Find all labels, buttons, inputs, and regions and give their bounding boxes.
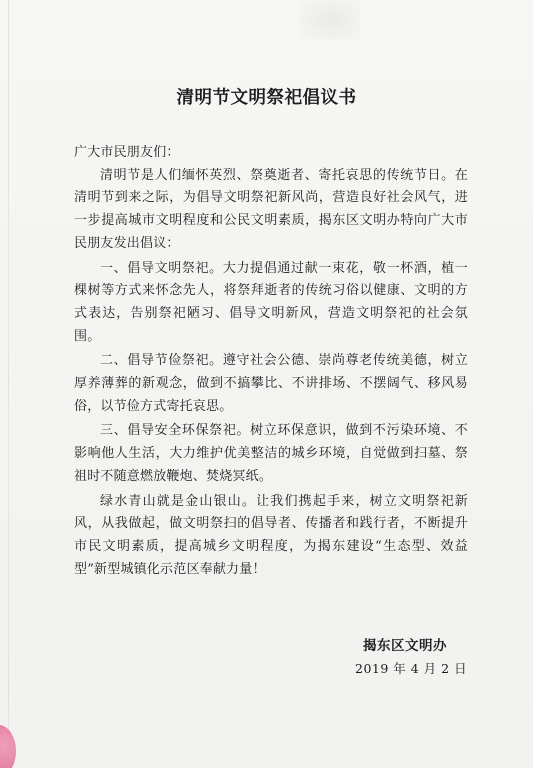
paragraph-civilized-worship: 一、倡导文明祭祀。大力提倡通过献一束花，敬一杯酒，植一棵树等方式来怀念先人，将祭拜逝者的传统习俗以健康、文明的方式表达，告别祭祀陋习、倡导文明新风，营造文明祭祀的社会氛围。 (74, 260, 468, 344)
paper-fold-line (8, 0, 9, 768)
paper-crease-shadow (300, 0, 360, 40)
finger-thumb-overlay (0, 725, 16, 768)
signature-organization: 揭东区文明办 (363, 638, 447, 654)
paragraph-frugal-worship: 二、倡导节俭祭祀。遵守社会公德、崇尚尊老传统美德，树立厚养薄葬的新观念，做到不搞攀比、不讲排场、不摆阔气、移风易俗，以节俭方式寄托哀思。 (74, 353, 468, 414)
document-body (74, 142, 468, 581)
greeting: 广大市民朋友们： (74, 145, 180, 160)
document-title: 清明节文明祭祀倡议书 (176, 88, 357, 108)
paragraph-safe-eco-worship: 三、倡导安全环保祭祀。树立环保意识，做到不污染环境、不影响他人生活，大力维护优美整洁的城乡环境，自觉做到扫墓、祭祖时不随意燃放鞭炮、焚烧冥纸。 (74, 423, 468, 484)
paragraph-closing: 绿水青山就是金山银山。让我们携起手来，树立文明祭祀新风，从我做起，做文明祭扫的倡导者、传播者和践行者，不断提升市民文明素质，提高城乡文明程度，为揭东建设“生态型、效益型”新型城镇化示范区奉献力量！ (74, 493, 468, 577)
paragraph-intro: 清明节是人们缅怀英烈、祭奠逝者、寄托哀思的传统节日。在清明节到来之际，为倡导文明祭祀新风尚，营造良好社会风气，进一步提高城市文明程度和公民文明素质，揭东区文明办特向广大市民朋友发出倡议： (74, 167, 468, 251)
signature-date: 2019 年 4 月 2 日 (355, 661, 468, 676)
